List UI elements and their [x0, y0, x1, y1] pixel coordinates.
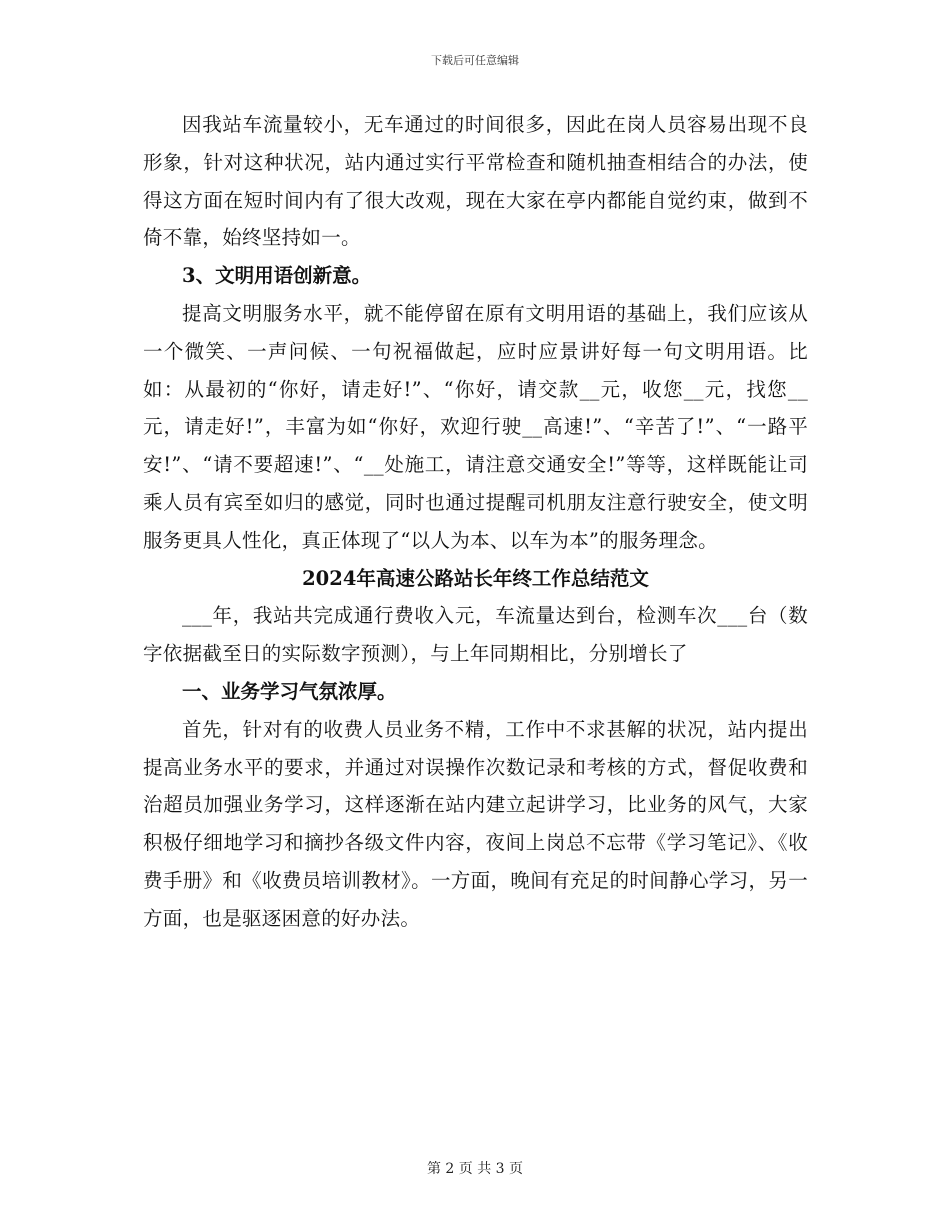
document-body: [143, 106, 808, 938]
paragraph-annual-summary: ___年，我站共完成通行费收入元，车流量达到台，检测车次___台（数字依据截至日的实际数字预测），与上年同期相比，分别增长了: [143, 604, 808, 666]
section-heading-study: 一、业务学习气氛浓厚。: [182, 679, 397, 703]
page-footer-page-number: 第 2 页 共 3 页: [426, 1161, 524, 1177]
page-header: 下载后可任意编辑: [431, 54, 519, 67]
document-title: 2024年高速公路站长年终工作总结范文: [302, 566, 649, 590]
paragraph-civil-language: 提高文明服务水平，就不能停留在原有文明用语的基础上，我们应该从一个微笑、一声问候、一句祝福做起，应时应景讲好每一句文明用语。比如：从最初的“你好，请走好!”、“你好，请交款__元，收您__元，找您__元，请走好!”，丰富为如“你好，欢迎行驶__高速!”、“辛苦了!”、“一路平安!”、“请不要超速!”、“__处施工，请注意交通安全!”等等，这样既能让司乘人员有宾至如归的感觉，同时也通过提醒司机朋友注意行驶安全，使文明服务更具人性化，真正体现了“以人为本、以车为本”的服务理念。: [143, 301, 808, 552]
section-heading-civil-language: 3、文明用语创新意。: [182, 264, 372, 288]
paragraph-attendance: 因我站车流量较小，无车通过的时间很多，因此在岗人员容易出现不良形象，针对这种状况，站内通过实行平常检查和随机抽查相结合的办法，使得这方面在短时间内有了很大改观，现在大家在亭内都能自觉约束，做到不倚不靠，始终坚持如一。: [143, 113, 808, 250]
paragraph-study: 首先，针对有的收费人员业务不精，工作中不求甚解的状况，站内提出提高业务水平的要求，并通过对误操作次数记录和考核的方式，督促收费和治超员加强业务学习，这样逐渐在站内建立起讲学习，比业务的风气，大家积极仔细地学习和摘抄各级文件内容，夜间上岗总不忘带《学习笔记》、《收费手册》和《收费员培训教材》。一方面，晚间有充足的时间静心学习，另一方面，也是驱逐困意的好办法。: [143, 717, 808, 930]
